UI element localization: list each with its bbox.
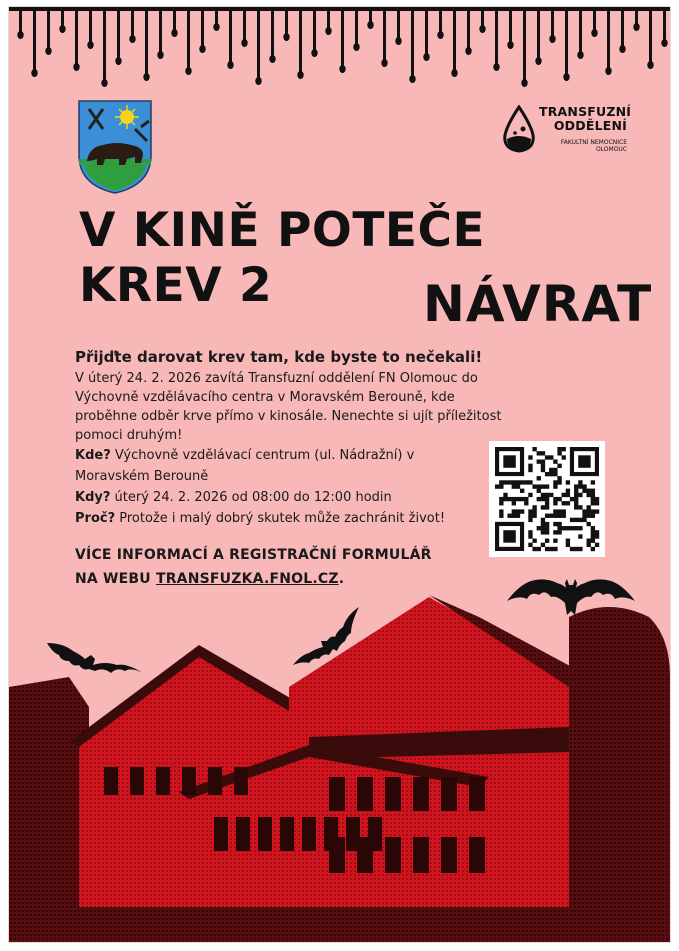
logo-subtitle-line1: FAKULTNÍ NEMOCNICE bbox=[560, 139, 627, 146]
poster-title-line1: V KINĚ POTEČE KREV 2 bbox=[79, 203, 486, 313]
logo-title-line1: TRANSFUZNÍ bbox=[539, 104, 632, 119]
blood-drips-decoration bbox=[9, 7, 670, 97]
logo-title bbox=[539, 104, 632, 133]
qr-code-icon[interactable] bbox=[489, 441, 605, 557]
why-label: Proč? bbox=[75, 511, 116, 526]
cta-line1: VÍCE INFORMACÍ A REGISTRAČNÍ FORMULÁŘ bbox=[75, 547, 432, 563]
why-value: Protože i malý dobrý skutek může zachránit život! bbox=[119, 511, 446, 526]
where-label: Kde? bbox=[75, 448, 111, 463]
logo-subtitle bbox=[539, 139, 627, 153]
event-info bbox=[75, 445, 485, 529]
municipal-crest-icon bbox=[77, 99, 153, 195]
info-where bbox=[75, 445, 485, 487]
info-why bbox=[75, 508, 485, 529]
building-illustration bbox=[9, 577, 670, 942]
intro-section bbox=[75, 347, 515, 445]
logo-subtitle-line2: OLOMOUC bbox=[595, 146, 627, 153]
website-link[interactable]: TRANSFUZKA.FNOL.CZ bbox=[155, 571, 339, 587]
when-label: Kdy? bbox=[75, 490, 111, 505]
blood-drop-logo-icon bbox=[501, 105, 537, 153]
intro-text: V úterý 24. 2. 2026 zavítá Transfuzní oddělení FN Olomouc do Výchovně vzdělávacího centra v Moravském Berouně, kde proběhne odběr krve přímo v kinosále. Nenechte si ujít příležitost pomoci druhým! bbox=[75, 371, 502, 443]
logo-title-line2: ODDĚLENÍ bbox=[553, 118, 627, 133]
poster-title-line2: NÁVRAT bbox=[423, 275, 653, 333]
intro-lead: Přijďte darovat krev tam, kde byste to nečekali! bbox=[75, 348, 483, 366]
poster bbox=[8, 6, 671, 943]
info-when bbox=[75, 487, 485, 508]
cta-suffix: . bbox=[338, 571, 345, 587]
transfusion-department-logo bbox=[501, 101, 631, 167]
cta-prefix: NA WEBU bbox=[75, 571, 151, 587]
when-value: úterý 24. 2. 2026 od 08:00 do 12:00 hodin bbox=[114, 490, 392, 505]
where-value: Výchovně vzdělávací centrum (ul. Nádražní) v Moravském Berouně bbox=[75, 448, 415, 484]
